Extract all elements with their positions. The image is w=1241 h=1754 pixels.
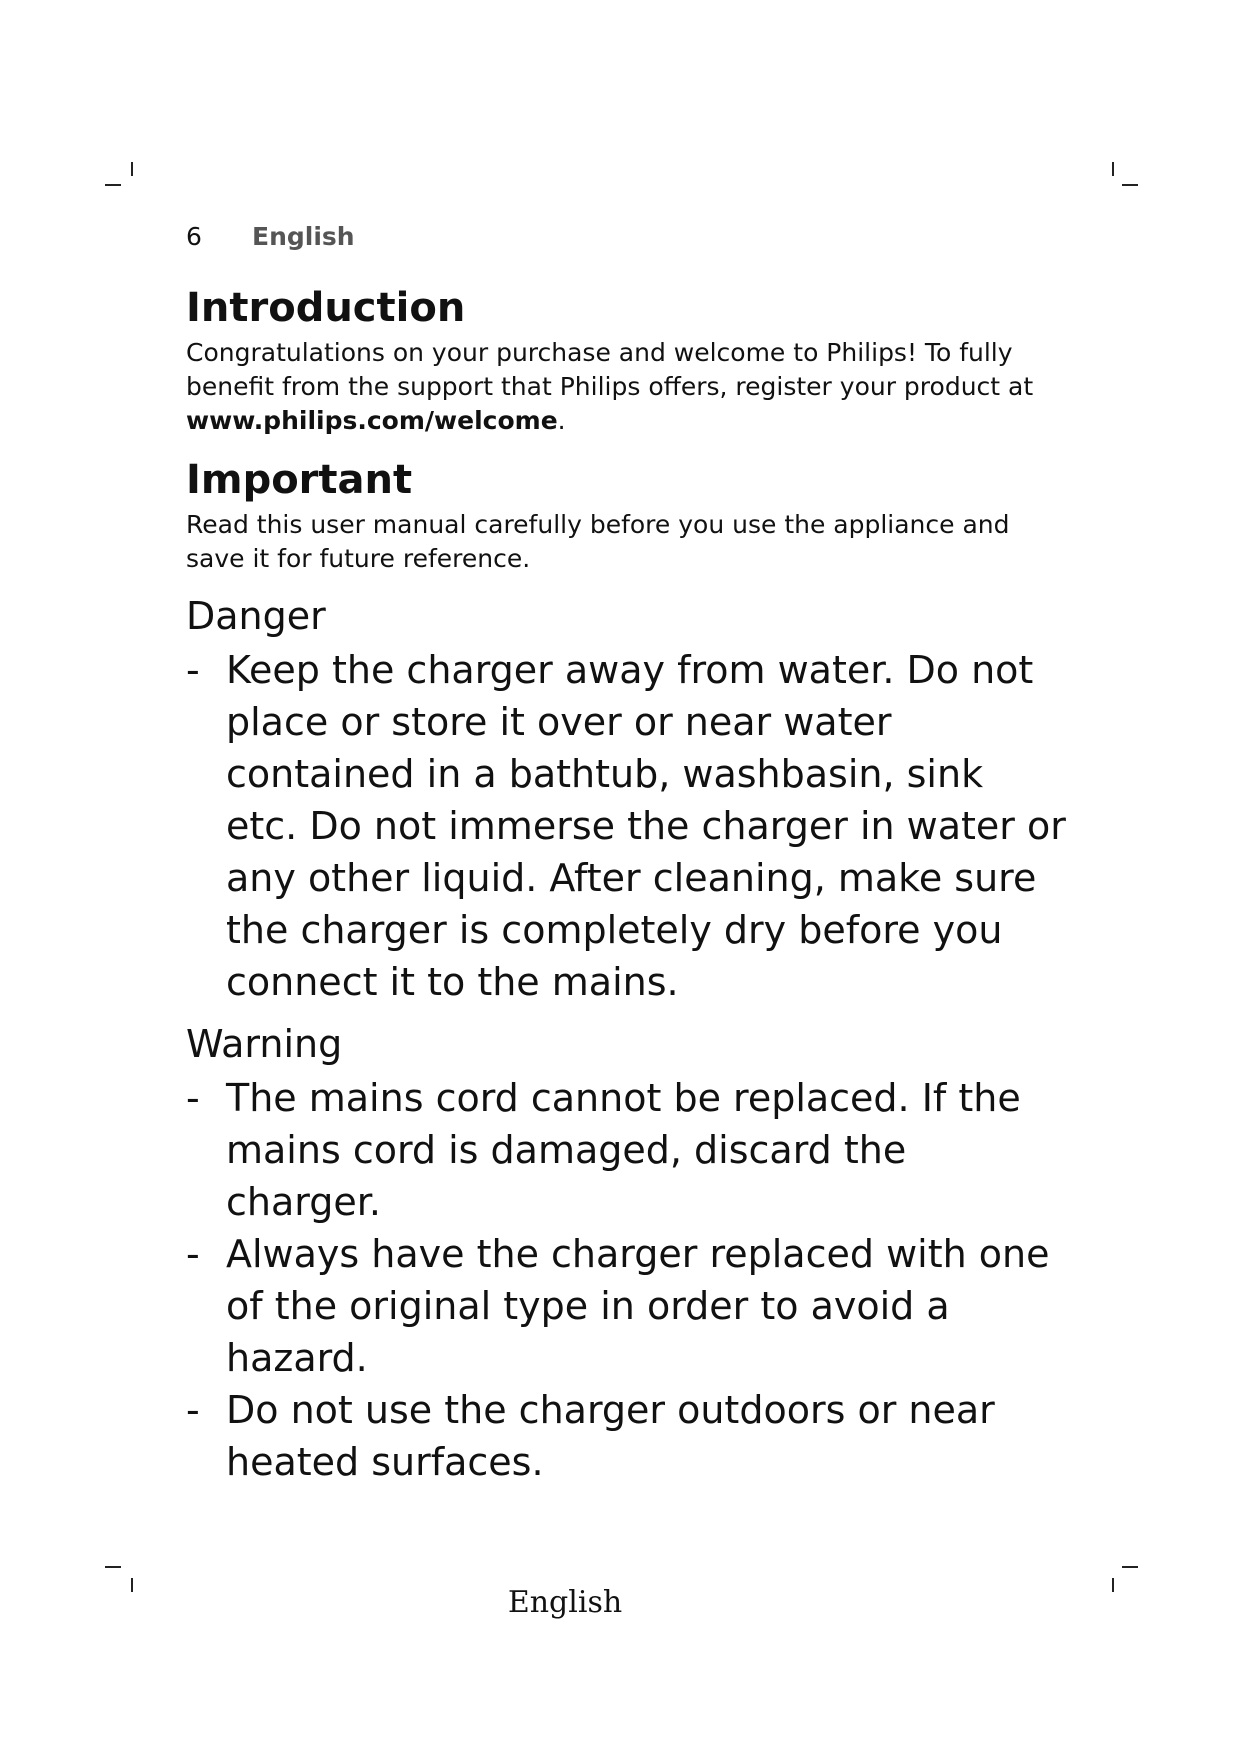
introduction-end: .	[557, 406, 566, 435]
crop-mark	[131, 162, 133, 176]
warning-item-text: Always have the charger replaced with one of the original type in order to avoid a hazard.	[226, 1232, 1050, 1380]
bullet-dash: -	[186, 1076, 200, 1120]
crop-mark	[1122, 1566, 1138, 1568]
header-language: English	[252, 222, 355, 251]
warning-item-text: Do not use the charger outdoors or near heated surfaces.	[226, 1388, 995, 1484]
warning-heading: Warning	[186, 1022, 343, 1066]
warning-item-text: The mains cord cannot be replaced. If the mains cord is damaged, discard the charger.	[226, 1076, 1021, 1224]
list-item	[186, 1228, 1066, 1384]
crop-mark	[1122, 184, 1138, 186]
bullet-dash: -	[186, 1232, 200, 1276]
important-text: Read this user manual carefully before you use the appliance and save it for future reference.	[186, 510, 1010, 573]
danger-list	[186, 644, 1066, 1008]
welcome-link[interactable]: www.philips.com/welcome	[186, 406, 558, 435]
danger-heading: Danger	[186, 594, 326, 638]
page-number: 6	[186, 222, 202, 251]
introduction-heading: Introduction	[186, 285, 466, 331]
bullet-dash: -	[186, 648, 200, 692]
introduction-body: Congratulations on your purchase and welcome to Philips! To fully benefit from the support that Philips offers, register your product at	[186, 338, 1034, 401]
danger-item-text: Keep the charger away from water. Do not place or store it over or near water contained in a bathtub, washbasin, sink etc. Do not immerse the charger in water or any other liquid. After cleaning, make sure the charger is completely dry before you connect it to the mains.	[226, 648, 1066, 1004]
crop-mark	[105, 184, 121, 186]
page-header	[186, 222, 355, 251]
important-heading: Important	[186, 457, 413, 503]
page-content	[186, 280, 1066, 1488]
introduction-text	[186, 336, 1066, 438]
list-item	[186, 1384, 1066, 1488]
bullet-dash: -	[186, 1388, 200, 1432]
crop-mark	[1112, 162, 1114, 176]
crop-mark	[105, 1566, 121, 1568]
warning-list	[186, 1072, 1066, 1488]
list-item	[186, 644, 1066, 1008]
list-item	[186, 1072, 1066, 1228]
footer-language: English	[507, 1585, 623, 1620]
